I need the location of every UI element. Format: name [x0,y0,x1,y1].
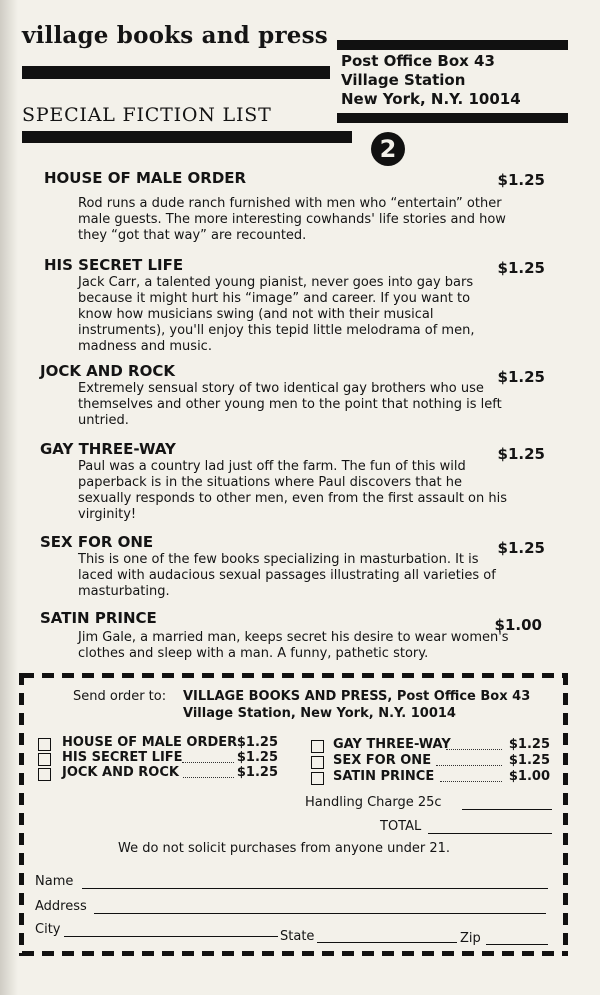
checkbox-jock-and-rock[interactable] [38,768,51,781]
publisher-name: village books and press [22,22,328,49]
order-item-price: $1.25 [508,737,550,752]
send-order-label: Send order to: [73,689,167,704]
zip-field[interactable] [486,944,548,945]
book-description: Jim Gale, a married man, keeps secret his desire to wear women's clothes and sleep with a man. A funny, pathetic story. [78,630,509,661]
order-item-price: $1.25 [236,765,278,780]
zip-label: Zip [460,931,481,946]
book-price: $1.25 [497,368,545,386]
book-title-house-of-male-order: HOUSE OF MALE ORDER [44,169,247,187]
list-title: SPECIAL FICTION LIST [22,104,272,126]
title-underline-rule [22,131,352,143]
age-notice: We do not solicit purchases from anyone under 21. [118,841,450,856]
book-title-satin-prince: SATIN PRINCE [40,609,157,627]
order-item-name: SATIN PRINCE [333,769,435,784]
book-description: Extremely sensual story of two identical gay brothers who use themselves and other young men to the point that nothing is left untried. [78,381,502,428]
city-field[interactable] [64,936,278,937]
checkbox-house-of-male-order[interactable] [38,738,51,751]
page-edge-shadow [0,0,18,995]
book-price: $1.25 [497,171,545,189]
order-item-name: SEX FOR ONE [333,753,432,768]
total-field[interactable] [428,833,552,834]
checkbox-gay-three-way[interactable] [311,740,324,753]
book-description: This is one of the few books specializing in masturbation. It is laced with audacious sexual passages illustrating all varieties of masturbating. [78,552,496,599]
order-form-border-left [19,673,24,956]
book-title-gay-three-way: GAY THREE-WAY [40,440,176,458]
order-form-border-right [563,673,568,956]
order-item-price: $1.25 [236,735,278,750]
send-address-line-2: Village Station, New York, N.Y. 10014 [183,706,456,721]
order-item-price: $1.00 [508,769,550,784]
state-field[interactable] [317,942,457,943]
handling-charge-label: Handling Charge 25c [305,795,442,810]
address-rule-bottom [337,113,568,123]
book-price: $1.25 [497,539,545,557]
book-description: Paul was a country lad just off the farm. The fun of this wild paperback is in the situations where Paul discovers that he sexually responds to other men, even from the first assault on his virginity! [78,459,507,522]
order-form-border-top [22,673,568,678]
book-title-his-secret-life: HIS SECRET LIFE [44,256,184,274]
send-address-line-1: VILLAGE BOOKS AND PRESS, Post Office Box 43 [183,689,531,704]
checkbox-satin-prince[interactable] [311,772,324,785]
list-number-badge: 2 [371,132,405,166]
order-item-name: HIS SECRET LIFE [62,750,183,765]
order-item-price: $1.25 [236,750,278,765]
leader-dots [182,762,234,763]
address-line-1: Post Office Box 43 [341,52,495,70]
book-price: $1.25 [497,259,545,277]
checkbox-sex-for-one[interactable] [311,756,324,769]
book-title-sex-for-one: SEX FOR ONE [40,533,154,551]
leader-dots [436,765,502,766]
name-field[interactable] [82,888,548,889]
city-label: City [35,922,61,937]
book-description: Rod runs a dude ranch furnished with men who “entertain” other male guests. The more interesting cowhands' life stories and how they “got that way” are recounted. [78,196,506,243]
order-item-price: $1.25 [508,753,550,768]
book-description: Jack Carr, a talented young pianist, never goes into gay bars because it might hurt his “image” and career. If you want to know how musicians swing (and not with their musical instruments), you'll enjoy this tepid little melodrama of men, madness and music. [78,275,475,354]
book-price: $1.00 [494,616,542,634]
leader-dots [446,749,502,750]
leader-dots [183,777,234,778]
book-price: $1.25 [497,445,545,463]
address-line-3: New York, N.Y. 10014 [341,90,521,108]
address-rule-top [337,40,568,50]
order-item-name: HOUSE OF MALE ORDER [62,735,238,750]
handling-charge-field[interactable] [462,809,552,810]
order-item-name: JOCK AND ROCK [62,765,179,780]
order-form-border-bottom [22,951,568,956]
total-label: TOTAL [380,819,422,834]
order-item-name: GAY THREE-WAY [333,737,451,752]
name-label: Name [35,874,74,889]
leader-dots [440,781,502,782]
state-label: State [280,929,315,944]
address-label: Address [35,899,87,914]
address-field[interactable] [94,913,546,914]
address-line-2: Village Station [341,71,466,89]
header-rule-1 [22,66,330,79]
book-title-jock-and-rock: JOCK AND ROCK [40,362,175,380]
checkbox-his-secret-life[interactable] [38,753,51,766]
